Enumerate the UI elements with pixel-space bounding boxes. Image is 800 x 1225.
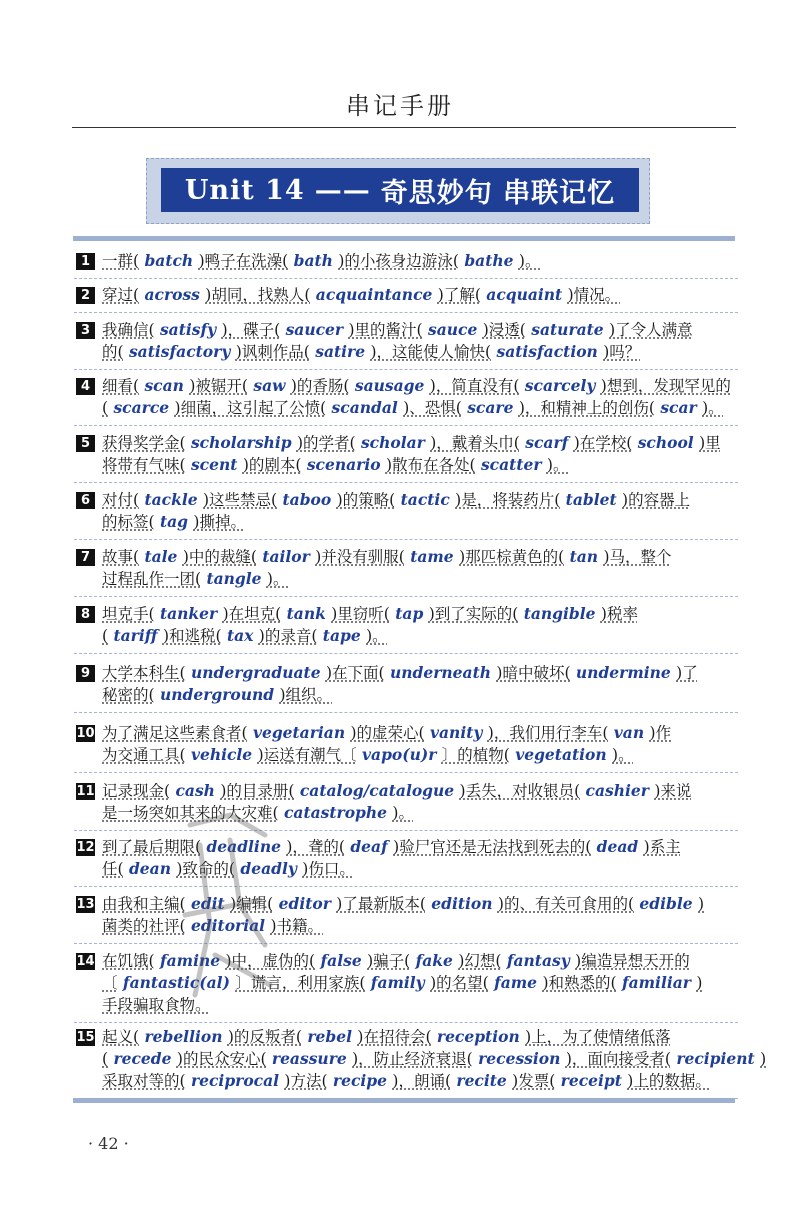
- answer-word: edible: [634, 894, 698, 913]
- sentence-item: [74, 546, 738, 597]
- sentence-text: ): [760, 1050, 767, 1068]
- answer-word: vapo(u)r: [356, 745, 442, 764]
- answer-word: recede: [108, 1049, 177, 1068]
- item-number-badge: 8: [76, 606, 95, 623]
- answer-word: tangible: [518, 604, 601, 623]
- unit-label: Unit 14: [184, 174, 305, 206]
- sentence-text: )了: [676, 664, 698, 682]
- answer-word: scenario: [301, 455, 386, 474]
- answer-word: across: [139, 285, 206, 304]
- sentence-text: 的标签(: [102, 513, 155, 531]
- sentence-item: [74, 950, 738, 1023]
- answer-word: recite: [451, 1071, 513, 1090]
- sentence-text: )的小孩身边游泳(: [338, 252, 459, 270]
- answer-word: deaf: [344, 837, 394, 856]
- sentence-text: )散布在各处(: [385, 456, 476, 474]
- item-number-badge: 9: [76, 665, 95, 682]
- sentence-text: )和熟悉的(: [542, 974, 617, 992]
- answer-word: undermine: [570, 663, 677, 682]
- sentence-text: )的策略(: [336, 491, 396, 509]
- answer-word: tackle: [139, 490, 203, 509]
- sentence-line: [102, 284, 738, 306]
- answer-word: sausage: [349, 376, 430, 395]
- sentence-text: )的反叛者(: [227, 1028, 302, 1046]
- sentence-text: 穿过(: [102, 286, 140, 304]
- sentence-text: )中，虚伪的(: [225, 952, 316, 970]
- answer-word: taboo: [277, 490, 337, 509]
- sentence-text: )在下面(: [325, 664, 385, 682]
- page-number: · 42 ·: [88, 1134, 129, 1153]
- sentence-line: [102, 722, 738, 744]
- answer-word: acquaint: [480, 285, 568, 304]
- sentence-line: [102, 568, 738, 590]
- answer-word: satisfaction: [491, 342, 604, 361]
- sentence-line: [102, 319, 738, 341]
- answer-word: catastrophe: [278, 803, 393, 822]
- sentence-text: )里的酱汁(: [348, 321, 423, 339]
- sentence-text: 大学本科生(: [102, 664, 186, 682]
- answer-word: tactic: [395, 490, 456, 509]
- unit-banner: [161, 168, 639, 212]
- sentence-text: (: [102, 399, 109, 417]
- sentence-text: )发票(: [512, 1072, 556, 1090]
- answer-word: scholar: [355, 433, 431, 452]
- sentence-text: )、恐惧(: [403, 399, 462, 417]
- answer-word: tax: [221, 626, 259, 645]
- answer-word: fantasy: [501, 951, 576, 970]
- sentence-line: [102, 546, 738, 568]
- sentence-text: )。: [366, 627, 388, 645]
- sentence-text: )的目录册(: [220, 782, 295, 800]
- item-number-badge: 1: [76, 253, 95, 270]
- sentence-text: )，戴着头巾(: [430, 434, 520, 452]
- sentence-text: )，碟子(: [221, 321, 281, 339]
- answer-word: tag: [154, 512, 194, 531]
- answer-word: scare: [461, 398, 519, 417]
- answer-word: batch: [139, 251, 199, 270]
- sentence-item: [74, 375, 738, 426]
- answer-word: fake: [410, 951, 459, 970]
- sentence-text: 起义(: [102, 1028, 140, 1046]
- sentence-text: )书籍。: [270, 917, 323, 935]
- sentence-line: [102, 625, 738, 647]
- sentence-line: [102, 662, 738, 684]
- sentence-text: )的录音(: [258, 627, 318, 645]
- sentence-line: [102, 802, 738, 824]
- item-number-badge: 6: [76, 492, 95, 509]
- sentence-text: )，面向接受者(: [565, 1050, 671, 1068]
- sentence-item: [74, 780, 738, 831]
- sentence-text: )运送有潮气〔: [257, 746, 357, 764]
- answer-word: vegetarian: [247, 723, 351, 742]
- sentence-line: [102, 250, 738, 272]
- sentence-text: )的虚荣心(: [350, 724, 425, 742]
- answer-word: famine: [154, 951, 226, 970]
- answer-word: vanity: [424, 723, 488, 742]
- answer-word: tanker: [154, 604, 223, 623]
- answer-word: familiar: [616, 973, 697, 992]
- sentence-item: [74, 836, 738, 887]
- sentence-text: 故事(: [102, 548, 140, 566]
- sentence-text: )情况。: [567, 286, 621, 304]
- sentence-text: )了令人满意: [609, 321, 693, 339]
- sentence-text: )。: [702, 399, 724, 417]
- answer-word: vehicle: [185, 745, 258, 764]
- sentence-line: [102, 511, 738, 533]
- sentence-text: )编造异想天开的: [575, 952, 690, 970]
- answer-word: scandal: [326, 398, 404, 417]
- item-number-badge: 2: [76, 287, 95, 304]
- sentence-text: )的民众安心(: [176, 1050, 267, 1068]
- answer-word: scan: [139, 376, 190, 395]
- item-number-badge: 4: [76, 378, 95, 395]
- answer-word: deadline: [201, 837, 287, 856]
- sentence-text: )税率: [600, 605, 638, 623]
- answer-word: fantastic(al): [117, 973, 236, 992]
- item-number-badge: 13: [76, 897, 95, 912]
- sentence-text: )方法(: [284, 1072, 328, 1090]
- answer-word: undergraduate: [185, 663, 326, 682]
- answer-word: vegetation: [509, 745, 613, 764]
- sentence-text: )上，为了使情绪低落: [525, 1028, 671, 1046]
- answer-word: edition: [425, 894, 498, 913]
- sentence-text: 是一场突如其来的大灾难(: [102, 804, 279, 822]
- sentence-text: )撕掉。: [193, 513, 246, 531]
- sentence-text: )系主: [643, 838, 681, 856]
- answer-word: reciprocal: [185, 1071, 285, 1090]
- sentence-text: 为了满足这些素食者(: [102, 724, 248, 742]
- answer-word: bath: [288, 251, 339, 270]
- sentence-text: )这些禁忌(: [203, 491, 278, 509]
- sentence-item: [74, 603, 738, 654]
- sentence-text: 获得奖学金(: [102, 434, 186, 452]
- answer-word: rebel: [301, 1027, 358, 1046]
- sentence-text: 采取对等的(: [102, 1072, 186, 1090]
- answer-word: van: [608, 723, 650, 742]
- sentence-item: [74, 319, 738, 370]
- answer-word: cashier: [580, 781, 655, 800]
- sentence-text: )讽刺作品(: [235, 343, 310, 361]
- sentence-text: )和逃税(: [162, 627, 222, 645]
- sentence-text: )，我们用行李车(: [487, 724, 609, 742]
- sentence-text: )胡同，找熟人(: [205, 286, 311, 304]
- sentence-text: )骗子(: [367, 952, 411, 970]
- sentence-line: [102, 341, 738, 363]
- sentence-text: )了最新版本(: [336, 895, 426, 913]
- sentence-line: [102, 432, 738, 454]
- unit-dash: ——: [314, 174, 371, 206]
- answer-word: edit: [185, 894, 231, 913]
- sentence-item: [74, 893, 738, 944]
- sentence-item: [74, 722, 738, 773]
- sentence-line: [102, 994, 738, 1016]
- sentence-text: )组织。: [279, 686, 333, 704]
- answer-word: scatter: [475, 455, 547, 474]
- sentence-text: 〕谎言，利用家族(: [235, 974, 366, 992]
- answer-word: tank: [281, 604, 332, 623]
- sentence-text: 〕的植物(: [441, 746, 510, 764]
- sentence-text: )鸭子在洗澡(: [198, 252, 289, 270]
- answer-word: satisfactory: [123, 342, 236, 361]
- sentence-text: )致命的(: [176, 860, 235, 878]
- answer-word: dean: [123, 859, 177, 878]
- answer-word: underneath: [384, 663, 497, 682]
- sentence-text: )。: [266, 570, 289, 588]
- sentence-text: )到了实际的(: [428, 605, 519, 623]
- item-number-badge: 3: [76, 322, 95, 339]
- answer-word: scarce: [108, 398, 175, 417]
- sentence-item: [74, 1026, 767, 1099]
- sentence-text: )并没有驯服(: [315, 548, 405, 566]
- sentence-text: )的香肠(: [290, 377, 350, 395]
- sentence-text: )，和精神上的创伤(: [518, 399, 655, 417]
- answer-word: satire: [309, 342, 371, 361]
- sentence-line: [102, 1048, 767, 1070]
- sentence-text: 为交通工具(: [102, 746, 186, 764]
- item-number-badge: 5: [76, 435, 95, 452]
- sentence-text: )被锯开(: [189, 377, 248, 395]
- sentence-text: 手段骗取食物。: [102, 996, 211, 1014]
- answer-word: tablet: [560, 490, 623, 509]
- sentence-text: )，这能使人愉快(: [370, 343, 492, 361]
- sentence-text: 在饥饿(: [102, 952, 155, 970]
- sentence-text: )是，将装药片(: [455, 491, 561, 509]
- sentence-text: )的容器上: [622, 491, 691, 509]
- answer-word: saturate: [525, 320, 610, 339]
- sentence-text: )想到，发现罕见的: [600, 377, 731, 395]
- answer-word: tape: [317, 626, 367, 645]
- sentence-text: )幻想(: [458, 952, 502, 970]
- item-number-badge: 7: [76, 549, 95, 566]
- item-number-badge: 10: [76, 726, 95, 741]
- sentence-text: 任(: [102, 860, 124, 878]
- answer-word: scarcely: [519, 376, 601, 395]
- answer-word: acquaintance: [310, 285, 438, 304]
- sentence-text: 记录现金(: [102, 782, 171, 800]
- sentence-line: [102, 489, 738, 511]
- sentence-line: [102, 375, 738, 397]
- answer-word: reassure: [266, 1049, 353, 1068]
- sentence-text: 细看(: [102, 377, 140, 395]
- sentence-text: )暗中破坏(: [496, 664, 571, 682]
- sentence-text: )，聋的(: [286, 838, 345, 856]
- sentence-text: (: [102, 1050, 109, 1068]
- sentence-line: [102, 1026, 738, 1048]
- answer-word: sauce: [422, 320, 483, 339]
- answer-word: scarf: [519, 433, 574, 452]
- answer-word: scent: [185, 455, 243, 474]
- answer-word: dead: [591, 837, 644, 856]
- answer-word: saw: [247, 376, 291, 395]
- sentence-text: 秘密的(: [102, 686, 155, 704]
- sentence-text: )那匹棕黄色的(: [459, 548, 565, 566]
- answer-word: catalog/catalogue: [294, 781, 460, 800]
- answer-word: editorial: [185, 916, 271, 935]
- item-number-badge: 11: [76, 784, 95, 799]
- list-top-bar: [73, 236, 735, 241]
- answer-word: recipe: [327, 1071, 393, 1090]
- sentence-text: 坦克手(: [102, 605, 155, 623]
- sentence-text: )验尸官还是无法找到死去的(: [393, 838, 592, 856]
- answer-word: bathe: [458, 251, 519, 270]
- sentence-text: )在坦克(: [222, 605, 282, 623]
- sentence-text: )细菌，这引起了公愤(: [174, 399, 327, 417]
- sentence-item: [74, 662, 738, 713]
- answer-word: tale: [139, 547, 183, 566]
- sentence-text: )。: [518, 252, 541, 270]
- item-number-badge: 12: [76, 840, 95, 855]
- sentence-text: )的、有关可食用的(: [497, 895, 635, 913]
- answer-word: underground: [154, 685, 280, 704]
- sentence-text: 过程乱作一团(: [102, 570, 202, 588]
- sentence-text: )在学校(: [573, 434, 633, 452]
- sentence-text: )丢失，对收银员(: [459, 782, 581, 800]
- list-bottom-bar: [73, 1098, 735, 1103]
- answer-word: tariff: [108, 626, 163, 645]
- sentence-line: [102, 684, 738, 706]
- sentence-line: [102, 858, 738, 880]
- sentence-text: 菌类的社评(: [102, 917, 186, 935]
- sentence-line: [102, 1070, 738, 1092]
- answer-word: scar: [654, 398, 703, 417]
- answer-word: saucer: [280, 320, 349, 339]
- sentence-text: )编辑(: [230, 895, 274, 913]
- sentence-text: ): [698, 895, 705, 913]
- sentence-text: )。: [546, 456, 569, 474]
- sentence-line: [102, 950, 738, 972]
- answer-word: editor: [273, 894, 337, 913]
- answer-word: fame: [488, 973, 543, 992]
- answer-word: school: [632, 433, 700, 452]
- sentence-text: 由我和主编(: [102, 895, 186, 913]
- sentence-text: )伤口。: [302, 860, 355, 878]
- sentence-text: )。: [612, 746, 634, 764]
- answer-word: rebellion: [139, 1027, 228, 1046]
- sentence-text: )在招待会(: [357, 1028, 432, 1046]
- answer-word: deadly: [234, 859, 303, 878]
- sentence-text: 一群(: [102, 252, 140, 270]
- sentence-text: )，防止经济衰退(: [352, 1050, 473, 1068]
- sentence-item: [74, 250, 738, 279]
- sentence-text: 到了最后期限(: [102, 838, 202, 856]
- sentence-item: [74, 489, 738, 540]
- answer-word: recession: [472, 1049, 566, 1068]
- answer-word: reception: [431, 1027, 526, 1046]
- sentence-line: [102, 972, 738, 994]
- sentence-text: 我确信(: [102, 321, 155, 339]
- item-number-badge: 14: [76, 954, 95, 969]
- answer-word: scholarship: [185, 433, 297, 452]
- sentence-text: )。: [392, 804, 414, 822]
- sentence-text: )，简直没有(: [429, 377, 520, 395]
- sentence-text: )来说: [654, 782, 692, 800]
- sentence-text: )吗？: [603, 343, 641, 361]
- sentence-text: ): [696, 974, 703, 992]
- sentence-text: 对付(: [102, 491, 140, 509]
- sentence-line: [102, 454, 738, 476]
- answer-word: tangle: [201, 569, 267, 588]
- answer-word: false: [315, 951, 368, 970]
- sentence-text: )的名望(: [430, 974, 489, 992]
- sentence-line: [102, 397, 738, 419]
- sentence-text: )上的数据。: [627, 1072, 711, 1090]
- sentence-text: )的剧本(: [242, 456, 302, 474]
- answer-word: satisfy: [154, 320, 222, 339]
- sentence-text: )浸透(: [482, 321, 526, 339]
- sentence-text: 的(: [102, 343, 124, 361]
- sentence-text: 将带有气味(: [102, 456, 186, 474]
- sentence-text: )马，整个: [603, 548, 672, 566]
- sentence-item: [74, 432, 738, 483]
- sentence-text: 〔: [102, 974, 118, 992]
- answer-word: family: [365, 973, 431, 992]
- sentence-text: )中的裁缝(: [182, 548, 257, 566]
- answer-word: tame: [404, 547, 460, 566]
- answer-word: cash: [170, 781, 221, 800]
- item-number-badge: 15: [76, 1030, 95, 1045]
- page-header-title: 串记手册: [346, 92, 454, 120]
- answer-word: tap: [389, 604, 429, 623]
- sentence-line: [102, 780, 738, 802]
- header-rule: [72, 127, 736, 128]
- answer-word: tan: [564, 547, 604, 566]
- sentence-line: [102, 893, 738, 915]
- sentence-text: )里窃听(: [331, 605, 390, 623]
- sentence-text: )作: [649, 724, 672, 742]
- sentence-line: [102, 603, 738, 625]
- answer-word: receipt: [555, 1071, 628, 1090]
- sentence-text: )，朗诵(: [392, 1072, 451, 1090]
- sentence-line: [102, 836, 738, 858]
- sentence-line: [102, 744, 738, 766]
- sentence-line: [102, 915, 738, 937]
- answer-word: tailor: [256, 547, 316, 566]
- sentence-item: [74, 284, 738, 313]
- sentence-text: )了解(: [437, 286, 481, 304]
- unit-title: 奇思妙句 串联记忆: [380, 177, 616, 209]
- sentence-text: )里: [699, 434, 721, 452]
- answer-word: recipient: [670, 1049, 761, 1068]
- sentence-text: )的学者(: [296, 434, 356, 452]
- sentence-text: (: [102, 627, 109, 645]
